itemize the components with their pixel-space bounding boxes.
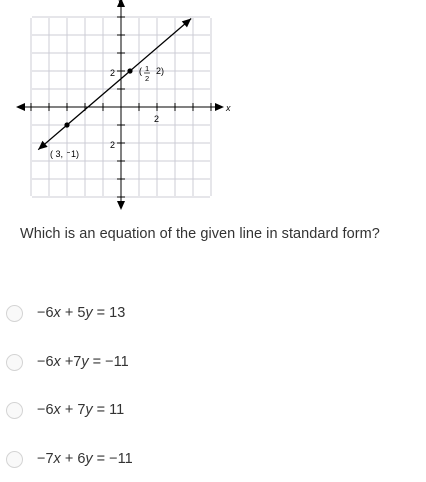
point-a xyxy=(64,122,69,127)
x-tick-label-2: 2 xyxy=(154,114,160,124)
y-axis-arrow-down xyxy=(117,201,125,210)
point-b-label-den: 2 xyxy=(145,74,150,83)
point-b xyxy=(127,68,132,73)
coordinate-graph xyxy=(0,0,426,215)
y-tick-label-pos-2: 2 xyxy=(110,68,116,78)
point-b-label xyxy=(139,64,164,83)
answer-choice-2[interactable] xyxy=(6,351,129,373)
answer-label: −6x + 5y = 13 xyxy=(37,305,126,321)
question-text: Which is an equation of the given line in standard form? xyxy=(20,226,380,242)
graph-line xyxy=(38,19,191,150)
answer-label: −6x +7y = −11 xyxy=(37,354,129,370)
y-tick-label-neg-2: 2 xyxy=(110,140,116,150)
point-b-label-num: 1 xyxy=(145,64,150,73)
answer-label: −6x + 7y = 11 xyxy=(37,402,125,418)
radio-button[interactable] xyxy=(6,402,23,419)
point-b-label-open: ( xyxy=(139,66,142,76)
radio-button[interactable] xyxy=(6,305,23,322)
point-a-label xyxy=(50,149,79,159)
answer-choice-1[interactable] xyxy=(6,302,125,324)
radio-button[interactable] xyxy=(6,354,23,371)
point-a-label-right: 1) xyxy=(71,149,80,159)
answer-choice-3[interactable] xyxy=(6,399,124,421)
answer-label: −7x + 6y = −11 xyxy=(37,451,133,467)
x-axis-arrow-right xyxy=(215,103,224,111)
point-a-label-left: ( 3, xyxy=(50,149,64,159)
x-axis-label: x xyxy=(226,103,231,113)
point-b-label-close: 2) xyxy=(156,66,165,76)
answer-choice-4[interactable] xyxy=(6,448,133,470)
y-axis-label: y xyxy=(118,0,123,6)
radio-button[interactable] xyxy=(6,451,23,468)
x-axis-arrow-left xyxy=(16,103,25,111)
